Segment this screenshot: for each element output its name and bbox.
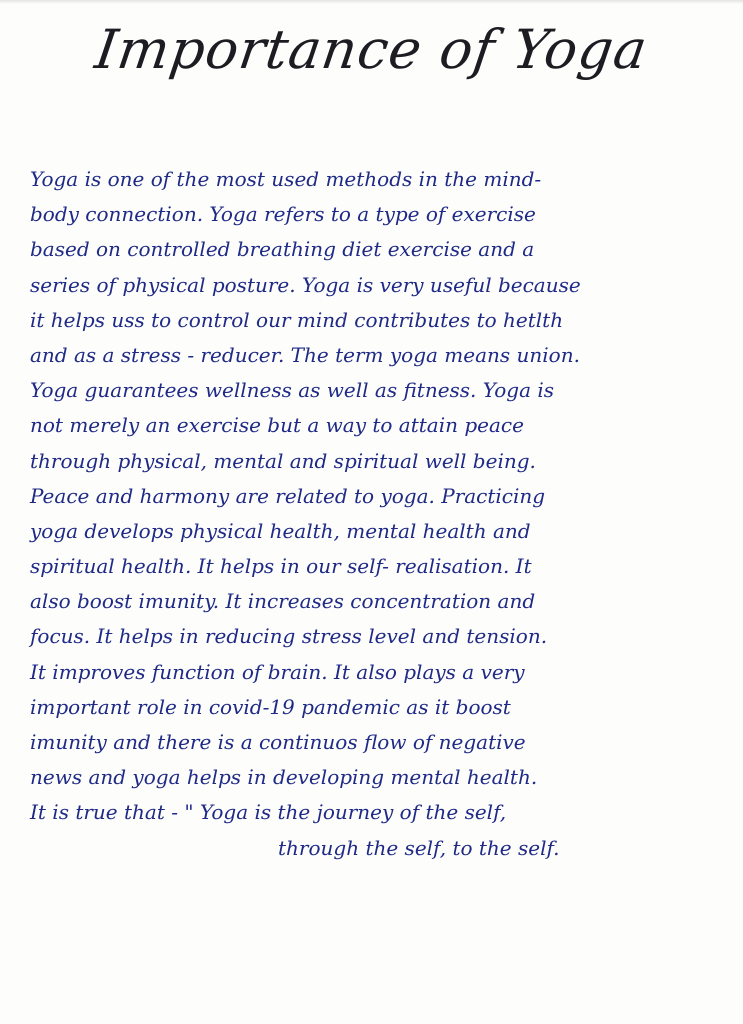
page-title: Importance of Yoga: [91, 18, 652, 81]
essay-line: Yoga is one of the most used methods in the mind-: [30, 167, 542, 191]
essay-line: yoga develops physical health, mental health and: [30, 518, 531, 543]
essay-body: [30, 162, 730, 866]
essay-line: also boost imunity. It increases concentration and: [30, 589, 536, 614]
essay-line: not merely an exercise but a way to attain peace: [30, 413, 524, 438]
essay-line: spiritual health. It helps in our self- realisation. It: [30, 554, 532, 579]
essay-line: news and yoga helps in developing mental health.: [30, 765, 538, 790]
essay-line: imunity and there is a continuos flow of negative: [30, 730, 526, 754]
essay-line: It improves function of brain. It also plays a very: [30, 659, 525, 684]
essay-line: It is true that - " Yoga is the journey of the self,: [30, 800, 507, 825]
page-edge: [0, 0, 743, 4]
essay-line: Peace and harmony are related to yoga. Practicing: [30, 483, 546, 508]
essay-line: important role in covid-19 pandemic as it boost: [30, 694, 511, 719]
essay-line: body connection. Yoga refers to a type of exercise: [30, 202, 536, 227]
essay-line: series of physical posture. Yoga is very useful because: [30, 272, 581, 297]
essay-line: Yoga guarantees wellness as well as fitness. Yoga is: [30, 378, 555, 403]
essay-line: it helps uss to control our mind contributes to hetlth: [30, 307, 564, 332]
essay-line: based on controlled breathing diet exercise and a: [30, 237, 535, 262]
essay-line: through the self, to the self.: [278, 835, 560, 860]
essay-line: focus. It helps in reducing stress level and tension.: [30, 624, 548, 649]
essay-line: through physical, mental and spiritual well being.: [30, 448, 536, 473]
essay-line: and as a stress - reducer. The term yoga means union.: [30, 342, 580, 367]
